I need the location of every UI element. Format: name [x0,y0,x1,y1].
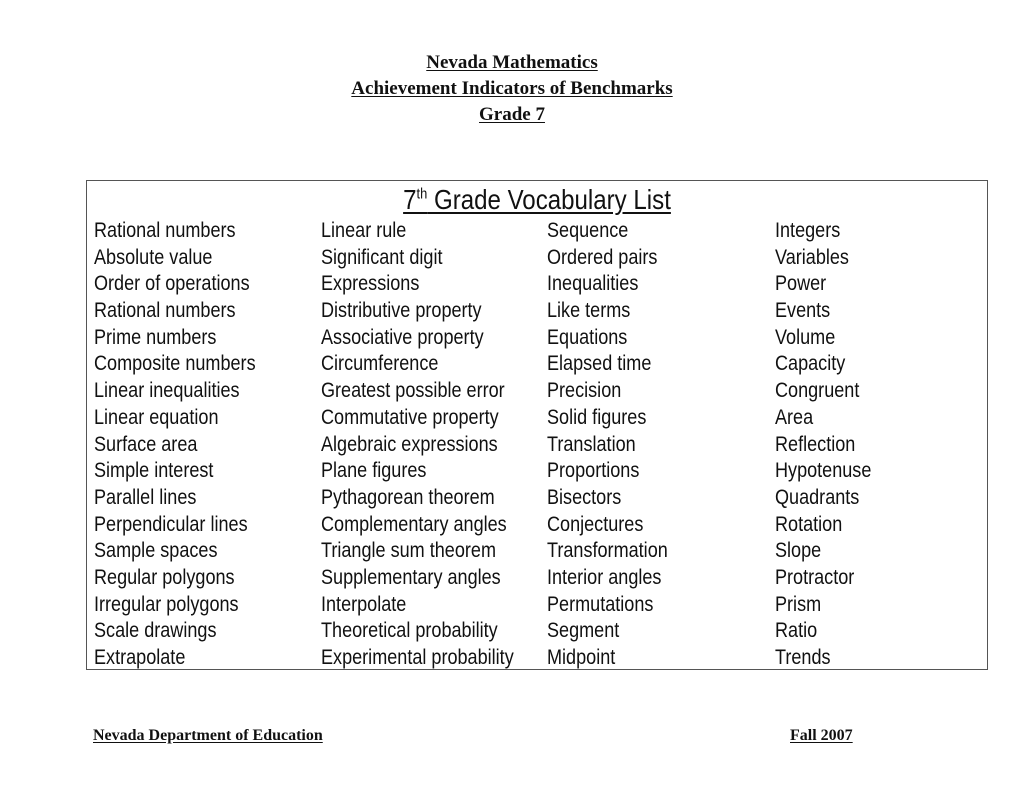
vocabulary-term: Elapsed time [547,352,652,376]
vocabulary-term: Triangle sum theorem [321,539,496,563]
vocabulary-term: Theoretical probability [321,619,498,643]
vocabulary-term: Complementary angles [321,512,507,536]
vocabulary-title-text: Grade Vocabulary List [427,184,671,215]
vocabulary-term: Reflection [775,432,856,456]
vocabulary-title-number: 7 [403,184,417,215]
vocabulary-term: Absolute value [94,245,213,269]
vocabulary-term: Inequalities [547,272,639,296]
vocabulary-term: Commutative property [321,405,499,429]
vocabulary-column-3 [547,218,668,672]
vocabulary-term: Rotation [775,512,843,536]
vocabulary-term: Area [775,405,814,429]
vocabulary-term: Associative property [321,325,484,349]
vocabulary-term: Supplementary angles [321,565,501,589]
vocabulary-term: Hypotenuse [775,459,872,483]
vocabulary-term: Sample spaces [94,539,218,563]
vocabulary-title [150,183,924,217]
vocabulary-term: Scale drawings [94,619,217,643]
vocabulary-term: Ordered pairs [547,245,658,269]
vocabulary-term: Rational numbers [94,299,236,323]
header-grade: Grade 7 [479,104,545,125]
vocabulary-term: Capacity [775,352,846,376]
vocabulary-term: Experimental probability [321,646,514,669]
vocabulary-term: Expressions [321,272,420,296]
header-subtitle: Achievement Indicators of Benchmarks [351,78,673,99]
vocabulary-term: Precision [547,379,622,403]
vocabulary-column-1 [94,218,256,672]
vocabulary-term: Bisectors [547,485,622,509]
vocabulary-term: Proportions [547,459,640,483]
document-header [0,50,1024,128]
vocabulary-term: Algebraic expressions [321,432,498,456]
vocabulary-term: Segment [547,619,620,643]
vocabulary-term: Irregular polygons [94,592,239,616]
vocabulary-term: Plane figures [321,459,427,483]
footer-date: Fall 2007 [790,727,853,744]
vocabulary-table [86,180,988,670]
vocabulary-term: Interpolate [321,592,407,616]
vocabulary-term: Congruent [775,379,860,403]
vocabulary-term: Order of operations [94,272,250,296]
vocabulary-column-2 [321,218,514,672]
vocabulary-term: Significant digit [321,245,443,269]
vocabulary-term: Parallel lines [94,485,197,509]
vocabulary-term: Slope [775,539,822,563]
vocabulary-term: Quadrants [775,485,860,509]
vocabulary-term: Perpendicular lines [94,512,248,536]
vocabulary-term: Regular polygons [94,565,235,589]
vocabulary-term: Distributive property [321,299,482,323]
vocabulary-term: Linear rule [321,219,407,242]
vocabulary-term: Greatest possible error [321,379,505,403]
vocabulary-term: Prime numbers [94,325,217,349]
vocabulary-term: Like terms [547,299,631,323]
vocabulary-term: Variables [775,245,849,269]
vocabulary-term: Translation [547,432,636,456]
vocabulary-term: Integers [775,219,841,242]
vocabulary-term: Prism [775,592,822,616]
vocabulary-term: Solid figures [547,405,647,429]
vocabulary-title-suffix: th [416,185,428,203]
footer-organization: Nevada Department of Education [93,727,323,744]
vocabulary-term: Permutations [547,592,654,616]
vocabulary-term: Rational numbers [94,219,236,242]
vocabulary-term: Midpoint [547,646,616,669]
vocabulary-term: Surface area [94,432,198,456]
vocabulary-term: Protractor [775,565,855,589]
vocabulary-term: Linear equation [94,405,219,429]
header-title: Nevada Mathematics [426,52,598,73]
vocabulary-term: Pythagorean theorem [321,485,495,509]
vocabulary-column-4 [775,218,871,672]
vocabulary-term: Equations [547,325,628,349]
vocabulary-term: Composite numbers [94,352,256,376]
vocabulary-term: Transformation [547,539,668,563]
vocabulary-term: Volume [775,325,836,349]
vocabulary-term: Trends [775,646,831,669]
vocabulary-term: Extrapolate [94,646,186,669]
vocabulary-term: Sequence [547,219,629,242]
vocabulary-term: Power [775,272,827,296]
vocabulary-term: Linear inequalities [94,379,240,403]
vocabulary-term: Interior angles [547,565,662,589]
vocabulary-term: Events [775,299,831,323]
vocabulary-term: Conjectures [547,512,644,536]
vocabulary-term: Ratio [775,619,818,643]
vocabulary-term: Simple interest [94,459,214,483]
vocabulary-term: Circumference [321,352,439,376]
